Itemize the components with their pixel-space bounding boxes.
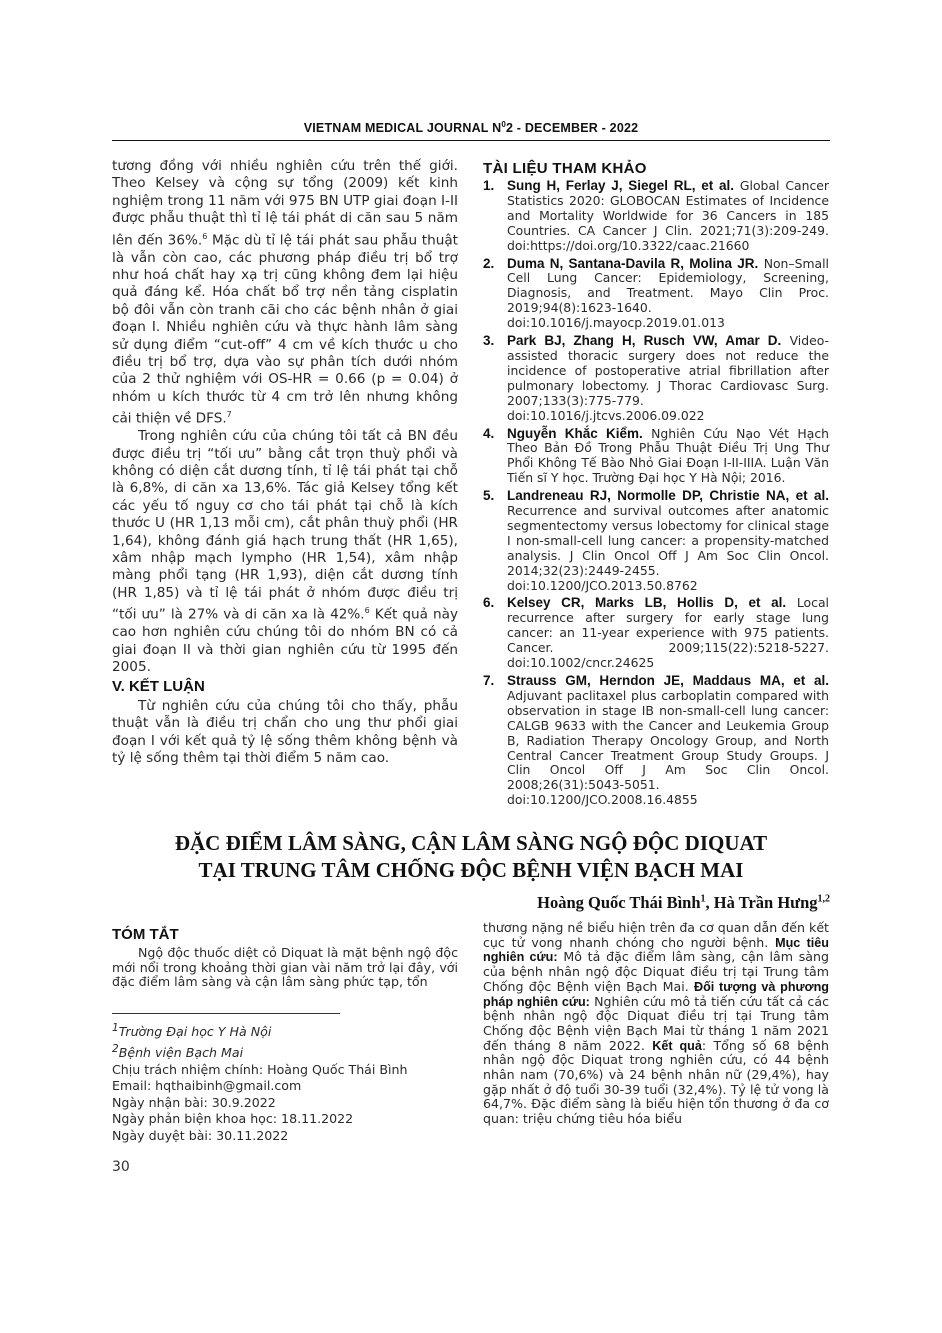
reference-number: 7. xyxy=(483,673,495,688)
objective-label: Mục tiêu nghiên cứu: xyxy=(483,935,829,965)
email: Email: hqthaibinh@gmail.com xyxy=(112,1078,302,1094)
header-rule xyxy=(112,140,830,141)
reference-number: 6. xyxy=(483,595,495,611)
reference-item xyxy=(483,257,829,332)
footnotes xyxy=(112,1020,452,1145)
reference-authors: Sung H, Ferlay J, Siegel RL, et al. xyxy=(507,178,734,193)
conclusion-text: Từ nghiên cứu của chúng tôi cho thấy, phẫu thuật vẫn là điều trị chẩn cho ung thư phổi giai đoạn I với kết quả tỷ lệ sống thêm không bệnh và tỷ lệ sống thêm tại thời điểm 5 năm cao. xyxy=(112,697,458,766)
reference-text xyxy=(507,489,829,593)
author-name: Hoàng Quốc Thái Bình xyxy=(537,893,701,912)
reference-number: 4. xyxy=(483,425,495,441)
reference-citation: Local recurrence after surgery for early stage lung cancer: an 11-year experience with 975 patients. Cancer. 2009;115(22):5218-5227. doi:10.1002/cncr.24625 xyxy=(507,595,829,671)
journal-header xyxy=(112,120,830,135)
issue-sup: 0 xyxy=(501,120,506,129)
date-received: Ngày nhận bài: 30.9.2022 xyxy=(112,1094,276,1110)
reference-number: 5. xyxy=(483,488,495,504)
reference-citation: Non–Small Cell Lung Cancer: Epidemiology, Screening, Diagnosis, and Treatment. Mayo Clin Proc. 2019;94(8):1623-1640. doi:10.1016/j.mayocp.2019.01.013 xyxy=(507,255,830,331)
reference-authors: Kelsey CR, Marks LB, Hollis D, et al. xyxy=(507,595,787,611)
paragraph-discussion-1: tương đồng với nhiều nghiên cứu trên thế giới. Theo Kelsey và cộng sự tổng (2009) kết kinh nghiệm trong 11 năm với 975 BN UTP giai đoạn I-II được phẫu thuật thì tỉ lệ tái phát di căn sau 5 năm lên đến 36%.$^6$ Mặc dù tỉ lệ tái phát sau phẫu thuật là vẫn còn cao, các phương pháp điều trị bổ trợ như hoá chất hay xạ trị cũng không đem lại hiệu quả đáng kể. Hóa chất bổ trợ nền tảng cisplatin bộ đôi vẫn còn tranh cãi cho các bệnh nhân ở giai đoạn I. Nhiều nghiên cứu và thực hành lâm sàng sử dụng điểm “cut-off” 4 cm về kích thước u cho điều trị bổ trợ, dựa vào sự phân tích dưới nhóm của 2 thử nghiệm với OS-HR = 0.66 (p = 0.04) ở nhóm u kích thước từ 4 cm trở lên nhưng không cải thiện về DFS.$^7$ xyxy=(112,158,458,427)
reference-text xyxy=(507,257,829,332)
reference-item xyxy=(483,596,829,671)
reference-authors: Landreneau RJ, Normolle DP, Christie NA, et al. xyxy=(507,488,829,504)
reference-citation: Video-assisted thoracic surgery does not reduce the incidence of postoperative atrial fibrillation after pulmonary lobectomy. J Thorac Cardiovasc Surg. 2007;133(3):775-779. doi:10.1016/j.jtcvs.2006.09.022 xyxy=(507,333,829,423)
reference-text xyxy=(507,427,829,487)
reference-number: 2. xyxy=(483,255,495,271)
journal-name: VIETNAM MEDICAL JOURNAL N xyxy=(303,121,502,136)
references-section xyxy=(483,160,829,811)
page-number: 30 xyxy=(112,1159,130,1175)
summary-heading: TÓM TẮT xyxy=(112,926,179,943)
reference-text xyxy=(507,334,829,423)
article-title-line-1: ĐẶC ĐIỂM LÂM SÀNG, CẬN LÂM SÀNG NGỘ ĐỘC DIQUAT xyxy=(174,831,768,855)
reference-item xyxy=(483,427,829,487)
reference-citation: Global Cancer Statistics 2020: GLOBOCAN Estimates of Incidence and Mortality Worldwide for 36 Cancers in 185 Countries. CA Cancer J Clin. 2021;71(3):209-249. doi:https://doi.org/10.3322/caac.21660 xyxy=(507,178,830,253)
reference-citation: Recurrence and survival outcomes after anatomic segmentectomy versus lobectomy for clinical stage I non-small-cell lung cancer: a propensity-matched analysis. J Clin Oncol Off J Am Soc Clin Oncol. 2014;32(23):2449-2455. doi:10.1200/JCO.2013.50.8762 xyxy=(507,503,829,593)
reference-citation: Nghiên Cứu Nạo Vét Hạch Theo Bản Đồ Trong Phẫu Thuật Điều Trị Ung Thư Phổi Không Tế Bào Nhỏ Giai Đoạn I-II-IIIA. Luận Văn Tiến sĩ Y học. Trường Đại học Y Hà Nội; 2016. xyxy=(507,425,829,486)
author-list: Hoàng Quốc Thái Bình$^1$, Hà Trần Hưng$^{1,2}$ xyxy=(537,893,830,912)
footnote-rule xyxy=(112,1013,340,1014)
summary-text-left: Ngộ độc thuốc diệt cỏ Diquat là mặt bệnh ngộ độc mới nổi trong khoảng thời gian vài năm trở lại đây, với đặc điểm lâm sàng và cận lâm sàng phức tạp, tổn xyxy=(112,945,458,990)
reference-authors: Park BJ, Zhang H, Rusch VW, Amar D. xyxy=(507,333,782,349)
corresponding-author: Chịu trách nhiệm chính: Hoàng Quốc Thái Bình xyxy=(112,1061,408,1077)
reference-item xyxy=(483,674,829,808)
paragraph-discussion-2: Trong nghiên cứu của chúng tôi tất cả BN đều được điều trị “tối ưu” bằng cắt trọn thuỳ phổi và không có diện cắt dương tính, tỉ lệ tái phát tại chỗ là 6,8%, di căn xa 13,6%. Tác giả Kelsey tổng kết các yếu tố nguy cơ cho tái phát tại chỗ là kích thước U (HR 1,13 mỗi cm), cắt phân thuỳ phổi (HR 1,64), không đánh giá hạch trung thất (HR 1,65), xâm nhập mạch lympho (HR 1,54), xâm nhập màng phổi tạng (HR 1,93), diện cắt dương tính (HR 1,85) và tỉ lệ tái phát ở nhóm được điều trị “tối ưu” là 27% và di căn xa là 42%.$^6$ Kết quả này cao hơn nghiên cứu chúng tôi do nhóm BN có cả giai đoạn II và thời gian nghiên cứu từ 1995 đến 2005. xyxy=(112,428,459,675)
references-heading: TÀI LIỆU THAM KHẢO xyxy=(483,160,647,177)
reference-number: 1. xyxy=(483,178,495,193)
author-name: Hà Trần Hưng xyxy=(713,893,818,912)
article-title-line-2: TẠI TRUNG TÂM CHỐNG ĐỘC BỆNH VIỆN BẠCH MAI xyxy=(198,858,744,882)
date-reviewed: Ngày phản biện khoa học: 18.11.2022 xyxy=(112,1111,354,1127)
reference-authors: Nguyễn Khắc Kiểm. xyxy=(507,425,643,441)
article-title xyxy=(112,830,830,884)
reference-authors: Strauss GM, Herndon JE, Maddaus MA, et al. xyxy=(507,673,829,688)
reference-list xyxy=(483,179,829,808)
reference-item xyxy=(483,334,829,423)
reference-text xyxy=(507,179,829,254)
affiliation-2: $^2$Bệnh viện Bạch Mai xyxy=(112,1042,244,1060)
reference-citation: Adjuvant paclitaxel plus carboplatin compared with observation in stage IB non-small-cell lung cancer: CALGB 9633 with the Cancer and Leukemia Group B, Radiation Therapy Oncology Group, and North Central Cancer Treatment Group Study Groups. J Clin Oncol Off J Am Soc Clin Oncol. 2008;26(31):5043-5051. doi:10.1200/JCO.2008.16.4855 xyxy=(507,687,829,808)
reference-text xyxy=(507,674,829,808)
issue-info: 2 - DECEMBER - 2022 xyxy=(505,121,639,136)
reference-item xyxy=(483,179,829,254)
reference-number: 3. xyxy=(483,333,495,349)
affiliation-1: $^1$Trường Đại học Y Hà Nội xyxy=(112,1022,272,1040)
reference-text xyxy=(507,596,829,671)
conclusion-heading: V. KẾT LUẬN xyxy=(112,678,205,696)
methods-label: Đối tượng và phương pháp nghiên cứu: xyxy=(483,979,829,1009)
results-label: Kết quả xyxy=(652,1038,702,1053)
summary-text-right: thương nặng nề biểu hiện trên đa cơ quan dẫn đến kết cục tử vong nhanh chóng cho người bệnh. Mục tiêu nghiên cứu: Mô tả đặc điểm lâm sàng, cận lâm sàng của bệnh nhân ngộ độc Diquat điều trị tại Trung tâm Chống độc Bệnh viện Bạch Mai. Đối tượng và phương pháp nghiên cứu: Nghiên cứu mô tả tiến cứu tất cả các bệnh nhân ngộ độc Diquat điều trị tại Trung tâm Chống độc Bệnh viện Bạch Mai từ tháng 1 năm 2021 đến tháng 8 năm 2022. Kết quả: Tổng số 68 bệnh nhân ngộ độc Diquat trong nghiên cứu, có 44 bệnh nhân nam (70,6%) và 24 bệnh nhân nữ (29,4%), hay gặp nhất ở độ tuổi 30-39 tuổi (32,4%). Tỷ lệ tử vong là 64,7%. Đặc điểm sàng là biểu hiện tổn thương ở đa cơ quan: triệu chứng tiêu hóa biểu xyxy=(483,920,829,1127)
date-approved: Ngày duyệt bài: 30.11.2022 xyxy=(112,1127,289,1143)
reference-authors: Duma N, Santana-Davila R, Molina JR. xyxy=(507,255,759,271)
reference-item xyxy=(483,489,829,593)
left-column xyxy=(112,158,458,767)
